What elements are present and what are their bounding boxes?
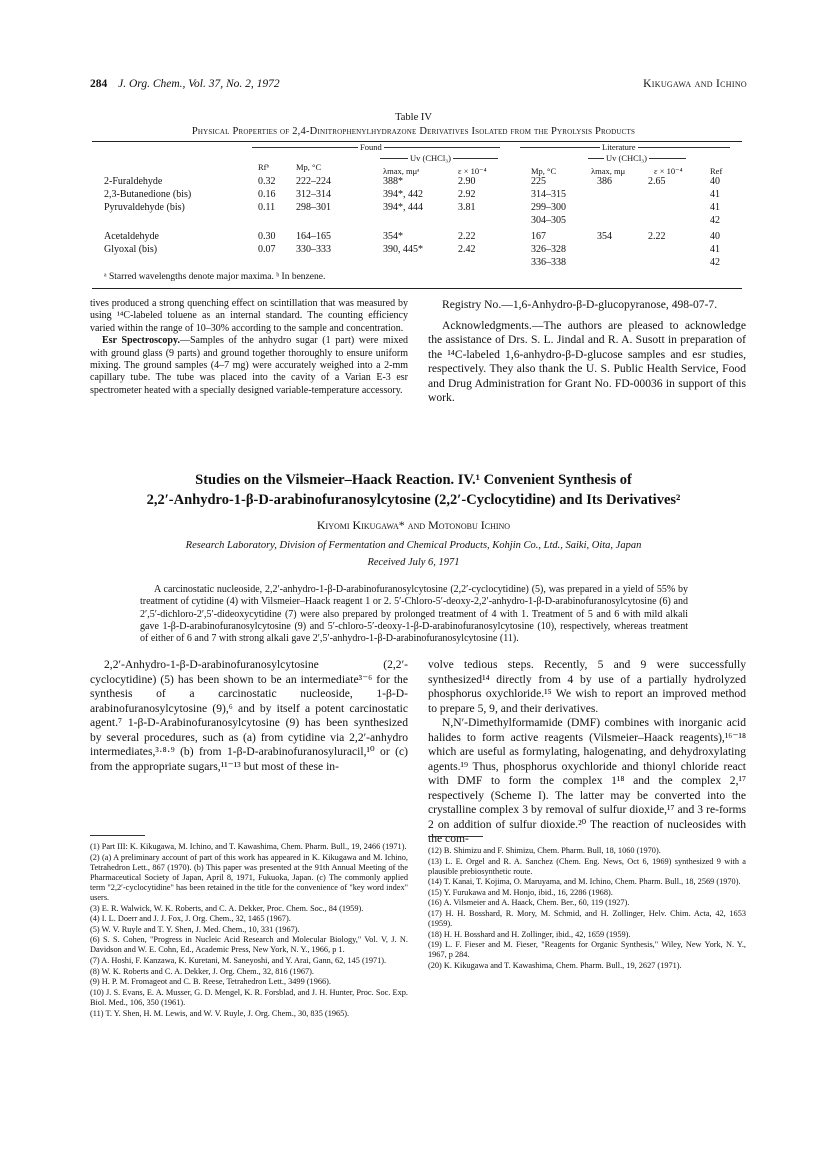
running-header-left (90, 78, 280, 90)
table-cell-lit-mp: 326–328 (531, 244, 566, 255)
reference-item: (1) Part III: K. Kikugawa, M. Ichino, and T. Kawashima, Chem. Pharm. Bull., 19, 2466 (1971). (90, 842, 407, 851)
body-left-column (90, 658, 408, 774)
article-title-line-1: Studies on the Vilsmeier–Haack Reaction. IV.¹ Convenient Synthesis of (195, 472, 632, 488)
found-label: Found (360, 142, 382, 152)
found-uv-label: Uv (CHCl₃) (410, 153, 451, 163)
article-title (60, 470, 767, 510)
reference-item: (10) J. S. Evans, E. A. Musser, G. D. Mengel, K. R. Forsblad, and J. H. Hunter, Proc. Soc. Exp. Biol. Med., 106, 350 (1961). (90, 987, 408, 1007)
body-right-paragraph-1: volve tedious steps. Recently, 5 and 9 were successfully synthesized¹⁴ directly from 4 by use of a partially hydrolyzed phosphorus oxychloride.¹⁵ We wish to report an improved method to prepare 5, 9, and their derivatives. (428, 658, 746, 715)
page-number: 284 (90, 78, 108, 90)
table-cell-lit-mp: 336–338 (531, 257, 566, 268)
table-label: Table IV (395, 112, 432, 123)
table-cell-name: Glyoxal (bis) (104, 244, 158, 255)
table-cell-lmax: 354* (383, 231, 403, 242)
table-cell-lit-mp: 225 (531, 176, 546, 187)
col-lit-eps: ε × 10⁻⁴ (654, 166, 683, 176)
prev-paragraph: tives produced a strong quenching effect on scintillation that was measured by using ¹⁴C-labeled toluene as an internal standard. The counting efficiency varied within the range of 10–30% according to the sample and concentration. (90, 298, 408, 334)
col-ref: Ref (710, 166, 723, 176)
table-cell-rf: 0.30 (258, 231, 276, 242)
table-cell-eps: 2.92 (458, 189, 476, 200)
table-cell-lmax: 394*, 444 (383, 202, 423, 213)
reference-item: (20) K. Kikugawa and T. Kawashima, Chem. Pharm. Bull., 19, 2627 (1971). (428, 961, 682, 971)
body-left-paragraph: 2,2′-Anhydro-1-β-D-arabinofuranosylcytosine (2,2′-cyclocytidine) (5) has been shown to be an intermediate³⁻⁶ for the synthesis of a carcinostatic nucleoside, 1-β-D-arabinofuranosylcytosine (9),⁶ and by itself a potent carcinostatic agent.⁷ 1-β-D-Arabinofuranosylcytosine (9) has been synthesized by several procedures, such as (a) from cytidine via 2,2′-anhydro intermediates,³·⁸·⁹ (b) from 1-β-D-arabinofuranosyluracil,¹⁰ or (c) from the appropriate sugars,¹¹⁻¹³ but most of these in- (90, 658, 408, 773)
article-abstract (140, 584, 688, 645)
table-cell-lit-mp: 167 (531, 231, 546, 242)
table-cell-name: Pyruvaldehyde (bis) (104, 202, 185, 213)
lit-uv-label: Uv (CHCl₃) (606, 153, 647, 163)
table-cell-lmax: 388* (383, 176, 403, 187)
table-cell-ref: 42 (710, 257, 720, 268)
registry-body: —1,6-Anhydro-β-D-glucopyranose, 498-07-7. (501, 298, 718, 311)
registry-paragraph (428, 298, 746, 313)
table-cell-rf: 0.07 (258, 244, 276, 255)
article-affiliation: Research Laboratory, Division of Fermentation and Chemical Products, Kohjin Co., Ltd., Saiki, Oita, Japan (185, 540, 642, 551)
running-header-authors: Kikugawa and Ichino (643, 78, 747, 90)
reference-item: (4) I. L. Doerr and J. J. Fox, J. Org. Chem., 32, 1465 (1967). (90, 914, 291, 924)
table-cell-ref: 40 (710, 231, 720, 242)
col-lit-mp: Mp, °C (531, 166, 557, 176)
table-cell-name: 2,3-Butanedione (bis) (104, 189, 192, 200)
table-cell-lit-eps: 2.65 (648, 176, 666, 187)
table-cell-ref: 41 (710, 202, 720, 213)
col-eps: ε × 10⁻⁴ (458, 166, 487, 176)
table-cell-lmax: 390, 445* (383, 244, 423, 255)
table-cell-lit-mp: 314–315 (531, 189, 566, 200)
table-cell-mp: 222–224 (296, 176, 331, 187)
reference-item: (17) H. H. Bosshard, R. Mory, M. Schmid, and H. Zollinger, Helv. Chim. Acta, 42, 1653 (1959). (428, 909, 746, 929)
table-cell-mp: 298–301 (296, 202, 331, 213)
table-footnote: ᵃ Starred wavelengths denote major maxima. ᵇ In benzene. (104, 272, 326, 282)
table-cell-ref: 41 (710, 244, 720, 255)
ack-heading: Acknowledgments. (442, 318, 532, 332)
article-received-date: Received July 6, 1971 (367, 557, 460, 568)
reference-item: (8) W. K. Roberts and C. A. Dekker, J. Org. Chem., 32, 816 (1967). (90, 966, 314, 976)
reference-item: (19) L. F. Fieser and M. Fieser, "Reagents for Organic Synthesis," Wiley, New York, N. Y., 1967, p 284. (428, 940, 746, 960)
table-cell-ref: 40 (710, 176, 720, 187)
esr-paragraph (90, 335, 408, 397)
table-top-rule (92, 141, 742, 142)
table-cell-eps: 2.22 (458, 231, 476, 242)
reference-item: (12) B. Shimizu and F. Shimizu, Chem. Pharm. Bull, 18, 1060 (1970). (428, 846, 661, 855)
table-cell-eps: 2.90 (458, 176, 476, 187)
prev-article-right-column (428, 298, 746, 406)
reference-item: (16) A. Vilsmeier and A. Haack, Chem. Ber., 60, 119 (1927). (428, 898, 630, 908)
reference-item: (11) T. Y. Shen, H. M. Lewis, and W. V. Ruyle, J. Org. Chem., 30, 835 (1965). (90, 1008, 350, 1018)
table-cell-eps: 3.81 (458, 202, 476, 213)
reference-item: (6) S. S. Cohen, "Progress in Nucleic Acid Research and Molecular Biology," Vol. V, J. N. Davidson and W. E. Cohn, Ed., Academic Press, New York, N. Y., 1966, p 1. (90, 935, 408, 955)
body-right-column (428, 658, 746, 847)
article-authors: Kiyomi Kikugawa* and Motonobu Ichino (316, 518, 511, 532)
table-cell-lmax: 394*, 442 (383, 189, 423, 200)
table-cell-rf: 0.32 (258, 176, 276, 187)
col-lit-lmax: λmax, mμ (591, 166, 626, 176)
footnote-rule-left (90, 835, 145, 836)
reference-item: (9) H. P. M. Fromageot and C. B. Reese, Tetrahedron Lett., 3499 (1966). (90, 977, 331, 987)
references-left (90, 842, 408, 1019)
reference-item: (3) E. R. Walwick, W. K. Roberts, and C. A. Dekker, Proc. Chem. Soc., 84 (1959). (90, 903, 364, 913)
table-cell-lit-lmax: 354 (597, 231, 612, 242)
table-bottom-rule (92, 288, 742, 289)
table-cell-mp: 164–165 (296, 231, 331, 242)
table-cell-rf: 0.11 (258, 202, 276, 213)
esr-body: —Samples of the anhydro sugar (1 part) were mixed with ground glass (9 parts) and ground together thoroughly to ensure uniform mixing. The ground samples (4–7 mg) were accurately weighed into a 2-mm capillary tube. The tube was placed into the cavity of a Varian E-3 esr spectrometer heated with a specially designed variable-temperature accessory. (90, 335, 409, 396)
table-cell-lit-mp: 304–305 (531, 215, 566, 226)
journal-citation: J. Org. Chem., Vol. 37, No. 2, 1972 (118, 78, 280, 90)
table-cell-lit-mp: 299–300 (531, 202, 566, 213)
body-right-paragraph-2: N,N′-Dimethylformamide (DMF) combines with inorganic acid halides to form active reagents (Vilsmeier–Haack reagents),¹⁶⁻¹⁸ which are useful as formylating, halogenating, and dehydroxylating agents.¹⁹ Thus, phosphorus oxychloride and thionyl chloride react with DMF to form the complex 1¹⁸ and the complex 2,¹⁷ respectively (Scheme I). The latter may be converted into the crystalline complex 3 by removal of sulfur dioxide,¹⁷ and 3 re-forms 2 on addition of sulfur dioxide.²⁰ The reaction of nucleosides with the com- (428, 716, 746, 845)
table-cell-lit-lmax: 386 (597, 176, 612, 187)
prev-article-left-column (90, 298, 408, 397)
table-cell-ref: 41 (710, 189, 720, 200)
table-cell-ref: 42 (710, 215, 720, 226)
reference-item: (15) Y. Furukawa and M. Honjo, ibid., 16, 2286 (1968). (428, 887, 613, 897)
reference-item: (5) W. V. Ruyle and T. Y. Shen, J. Med. Chem., 10, 331 (1967). (90, 924, 300, 934)
reference-item: (2) (a) A preliminary account of part of this work has appeared in K. Kikugawa and M. Ichino, Tetrahedron Lett., 867 (1970). (b) This paper was presented at the 91th Annual Meeting of the Pharmaceutical Society of Japan, April 8, 1971, Fukuoka, Japan. (c) The commonly applied term "2,2′-cyclocytidine" has been retained in the title for the convenience of "key word index" users. (90, 852, 408, 902)
table-cell-name: Acetaldehyde (104, 231, 159, 242)
col-mp: Mp, °C (296, 162, 322, 172)
col-lmax: λmax, mμᵃ (383, 166, 420, 176)
ack-paragraph (428, 319, 746, 406)
table-caption: Physical Properties of 2,4-Dinitrophenylhydrazone Derivatives Isolated from the Pyrolysis Products (191, 126, 636, 137)
abstract-text: A carcinostatic nucleoside, 2,2′-anhydro-1-β-D-arabinofuranosylcytosine (2,2′-cyclocytidine) (5), was prepared in a yield of 55% by treatment of cytidine (4) with Vilsmeier–Haack reagent 1 or 2. 5′-Chloro-5′-deoxy-2,2′-anhydro-1-β-D-arabinofuranosylcytosine (6) and 2′,5′-dichloro-2′,5′-dideoxycytidine (7) were also prepared by prolonged treatment of 4 with 1. Treatment of 5 and 6 with mild alkali gave 1-β-D-arabinofuranosylcytosine (9) and 5′-chloro-5′-deoxy-1-β-D-arabinofuranosylcytosine (10), respectively, whereas treatment of either of 6 and 7 with strong alkali gave 2′,5′-anhydro-1-β-D-arabinofuranosylcytosine (11). (140, 584, 688, 645)
esr-heading: Esr Spectroscopy. (102, 335, 180, 347)
table-cell-mp: 330–333 (296, 244, 331, 255)
reference-item: (18) H. H. Bosshard and H. Zollinger, ibid., 42, 1659 (1959). (428, 929, 631, 939)
table-cell-mp: 312–314 (296, 189, 331, 200)
table-cell-lit-eps: 2.22 (648, 231, 666, 242)
table-cell-name: 2-Furaldehyde (104, 176, 163, 187)
reference-item: (14) T. Kanai, T. Kojima, O. Maruyama, and M. Ichino, Chem. Pharm. Bull., 18, 2569 (1970). (428, 877, 741, 887)
ack-body: —The authors are pleased to acknowledge the assistance of Drs. S. L. Jindal and R. A. Susott in preparation of the ¹⁴C-labeled 1,6-anhydro-β-D-glucose samples and esr studies, respectively. They also thank the U. S. Public Health Service, Food and Drug Administration for Grant No. FD-00036 in support of this work. (428, 318, 746, 404)
reference-item: (13) L. E. Orgel and R. A. Sanchez (Chem. Eng. News, Oct 6, 1969) synthesized 9 with a plausible prebiosynthetic route. (428, 856, 746, 876)
reference-item: (7) A. Hoshi, F. Kanzawa, K. Kuretani, M. Saneyoshi, and Y. Arai, Gann, 62, 145 (1971). (90, 956, 387, 966)
article-title-line-2: 2,2′-Anhydro-1-β-D-arabinofuranosylcytosine (2,2′-Cyclocytidine) and Its Derivatives² (146, 492, 681, 508)
footnote-rule-right (428, 836, 483, 837)
col-rf: Rfᵇ (258, 162, 270, 172)
table-cell-rf: 0.16 (258, 189, 276, 200)
literature-label: Literature (602, 142, 636, 152)
table-cell-eps: 2.42 (458, 244, 476, 255)
registry-heading: Registry No. (442, 298, 502, 311)
references-right (428, 846, 746, 972)
